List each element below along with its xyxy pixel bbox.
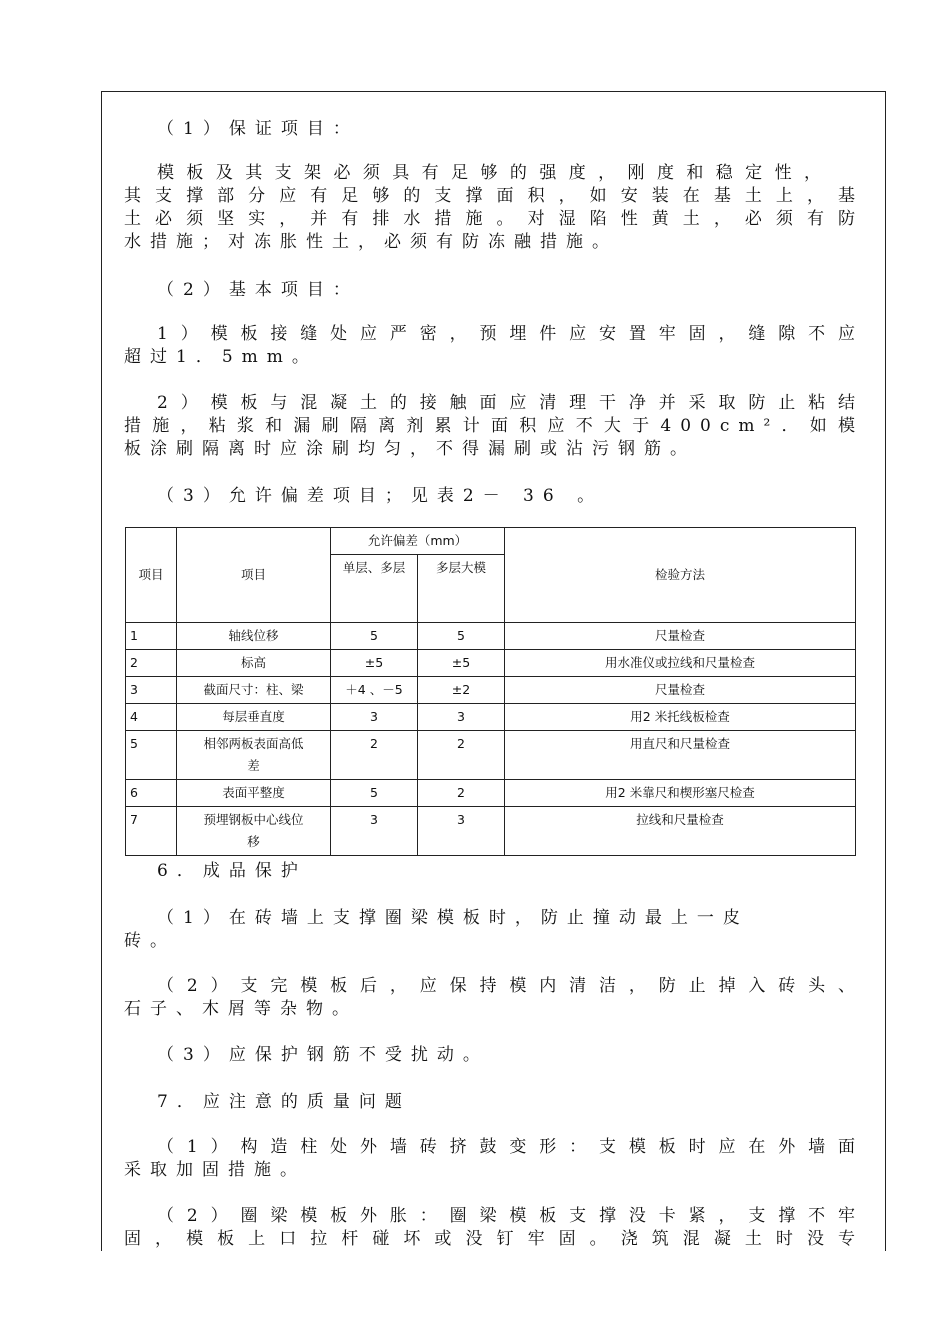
section-2-item-2: [124, 392, 864, 461]
text-line: 石子、木屑等杂物。: [124, 999, 358, 1019]
cell-no: 6: [126, 780, 177, 807]
text-line: 超过1．5mm。: [124, 347, 318, 367]
section-6-paragraph-1: [124, 907, 864, 953]
text-line: 采取加固措施。: [124, 1160, 306, 1180]
section-7-heading: 7．应注意的质量问题: [157, 1092, 411, 1112]
cell-item: 表面平整度: [177, 780, 331, 807]
text-line: （1）构造柱处外墙砖挤鼓变形：支模板时应在外墙面: [157, 1137, 864, 1157]
text-line: （2）支完模板后，应保持模内清洁，防止掉入砖头、: [157, 976, 864, 996]
table-row: [126, 704, 856, 731]
section-6-heading: 6．成品保护: [157, 861, 307, 881]
cell-no: 5: [126, 731, 177, 780]
cell-multi: 2: [418, 731, 505, 780]
cell-single: 3: [331, 704, 418, 731]
cell-no: 7: [126, 807, 177, 856]
cell-multi: ±5: [418, 650, 505, 677]
cell-method: 用2 米托线板检查: [505, 704, 856, 731]
header-item: 项目: [177, 528, 331, 623]
text-line: 措施，粘浆和漏刷隔离剂累计面积应不大于400cm²．如模: [124, 416, 864, 436]
cell-method: 用直尺和尺量检查: [505, 731, 856, 780]
cell-single: 5: [331, 623, 418, 650]
cell-multi: 2: [418, 780, 505, 807]
cell-method: 用水准仪或拉线和尺量检查: [505, 650, 856, 677]
text-line: 其支撑部分应有足够的支撑面积，如安装在基土上，基: [124, 186, 864, 206]
table-row: [126, 623, 856, 650]
section-3-heading: （3）允许偏差项目；见表2－ 36 。: [157, 486, 604, 506]
cell-item: 标高: [177, 650, 331, 677]
section-1-paragraph: [124, 162, 864, 254]
header-deviation: 允许偏差（mm）: [331, 528, 505, 555]
text-line: （1）在砖墙上支撑圈梁模板时，防止撞动最上一皮: [157, 908, 749, 928]
cell-item: 轴线位移: [177, 623, 331, 650]
header-no: 项目: [126, 528, 177, 623]
cell-item: 预埋钢板中心线位移: [177, 807, 331, 856]
cell-single: 5: [331, 780, 418, 807]
header-multi: 多层大模: [418, 555, 505, 623]
header-method: 检验方法: [505, 528, 856, 623]
cell-multi: 3: [418, 807, 505, 856]
cell-method: 用2 米靠尺和楔形塞尺检查: [505, 780, 856, 807]
cell-item: 相邻两板表面高低差: [177, 731, 331, 780]
cell-no: 3: [126, 677, 177, 704]
cell-multi: 5: [418, 623, 505, 650]
cell-multi: 3: [418, 704, 505, 731]
cell-single: ＋4 、－5: [331, 677, 418, 704]
cell-method: 尺量检查: [505, 623, 856, 650]
text-line: 固，模板上口拉杆碰坏或没钉牢固。浇筑混凝土时没专: [124, 1229, 864, 1249]
text-line: 2）模板与混凝土的接触面应清理干净并采取防止粘结: [157, 393, 864, 413]
section-6-paragraph-3: （3）应保护钢筋不受扰动。: [157, 1045, 489, 1065]
cell-multi: ±2: [418, 677, 505, 704]
cell-single: 2: [331, 731, 418, 780]
text-line: 水措施；对冻胀性土，必须有防冻融措施。: [124, 232, 618, 252]
section-7-paragraph-1: [124, 1136, 864, 1182]
text-line: 1）模板接缝处应严密，预埋件应安置牢固，缝隙不应: [157, 324, 864, 344]
cell-method: 拉线和尺量检查: [505, 807, 856, 856]
deviation-table: [125, 527, 856, 856]
table-row: [126, 731, 856, 780]
table-row: [126, 677, 856, 704]
text-line: 模板及其支架必须具有足够的强度，刚度和稳定性，: [157, 163, 830, 183]
table-row: [126, 807, 856, 856]
text-line: （2）圈梁模板外胀：圈梁模板支撑没卡紧，支撑不牢: [157, 1206, 864, 1226]
cell-single: 3: [331, 807, 418, 856]
text-line: 砖。: [124, 931, 176, 951]
header-single: 单层、多层: [331, 555, 418, 623]
cell-item: 截面尺寸：柱、梁: [177, 677, 331, 704]
section-2-heading: （2）基本项目：: [157, 280, 359, 300]
cell-single: ±5: [331, 650, 418, 677]
text-line: 板涂刷隔离时应涂刷均匀，不得漏刷或沾污钢筋。: [124, 439, 696, 459]
text-line: 土必须坚实，并有排水措施。对湿陷性黄土，必须有防: [124, 209, 864, 229]
section-7-paragraph-2: [124, 1205, 864, 1251]
table-row: [126, 650, 856, 677]
cell-method: 尺量检查: [505, 677, 856, 704]
section-1-heading: （1）保证项目：: [157, 119, 359, 139]
cell-no: 4: [126, 704, 177, 731]
cell-no: 2: [126, 650, 177, 677]
cell-no: 1: [126, 623, 177, 650]
cell-item: 每层垂直度: [177, 704, 331, 731]
table-row: [126, 780, 856, 807]
section-2-item-1: [124, 323, 864, 369]
section-6-paragraph-2: [124, 975, 864, 1021]
